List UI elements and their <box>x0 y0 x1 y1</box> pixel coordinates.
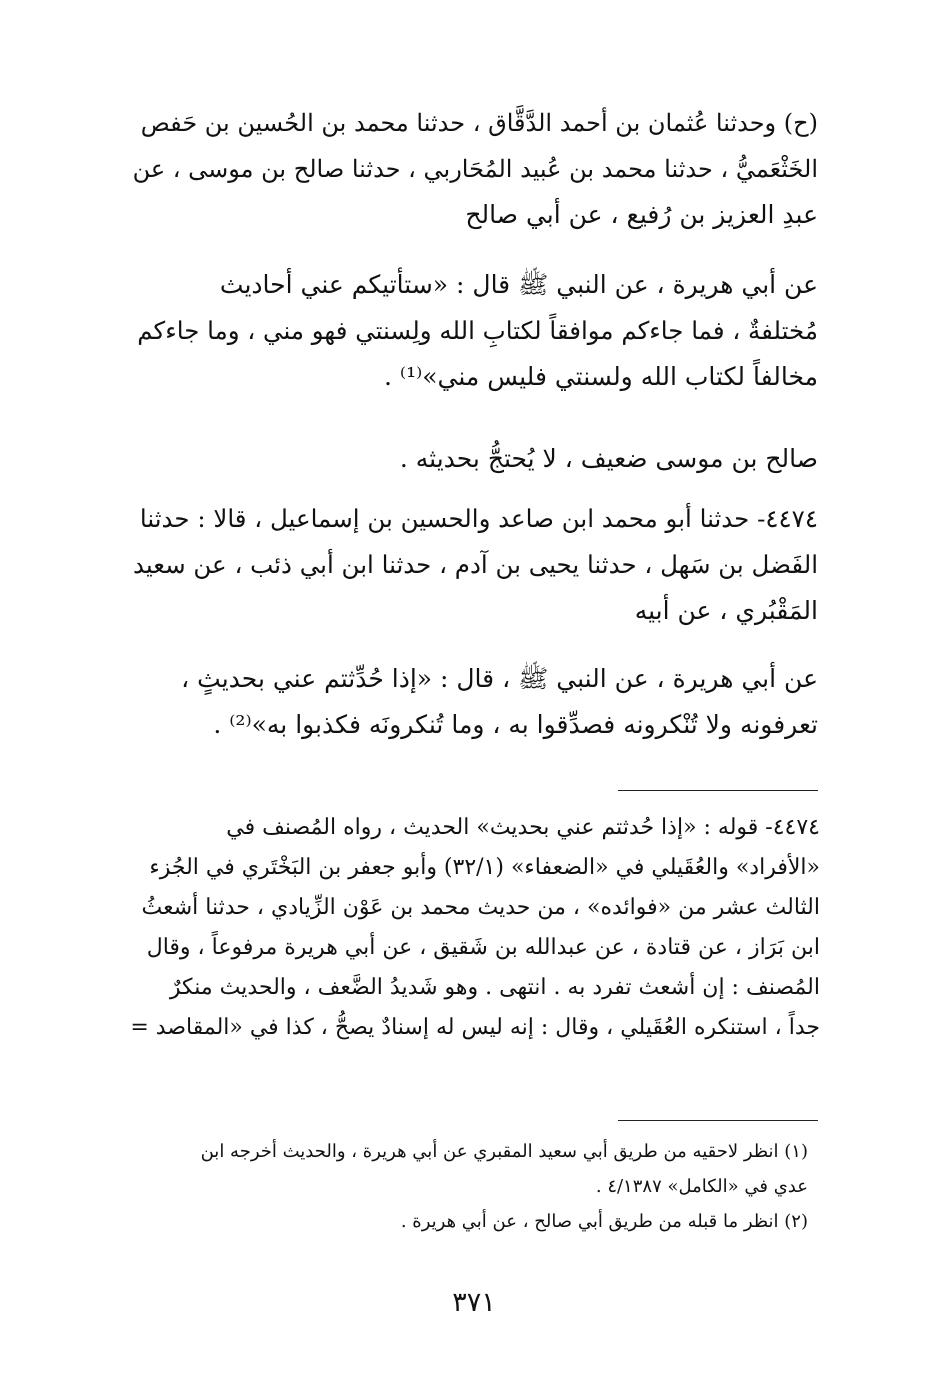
footnotes <box>128 1134 808 1239</box>
commentary-divider <box>618 790 818 791</box>
footnote-line: (١) انظر لاحقيه من طريق أبي سعيد المقبري عن أبي هريرة ، والحديث أخرجه ابن <box>200 1141 808 1162</box>
hadith-text-1 <box>130 262 818 400</box>
text-line: المَقْبُري ، عن أبيه <box>634 596 818 625</box>
text-line: عبدِ العزيز بن رُفيع ، عن أبي صالح <box>465 200 818 229</box>
isnad-chain-2 <box>130 496 818 634</box>
text-line: تعرفونه ولا تُنْكرونه فصدِّقوا به ، وما تُنكرونَه فكذبوا به»⁽²⁾ . <box>213 710 818 739</box>
footnote-line: (٢) انظر ما قبله من طريق أبي صالح ، عن أبي هريرة . <box>400 1211 808 1232</box>
text-line: عن أبي هريرة ، عن النبي ﷺ قال : «ستأتيكم عني أحاديث <box>219 270 818 299</box>
text-line: المُصنف : إن أشعث تفرد به . انتهى . وهو شَديدُ الضَّعف ، والحديث منكرٌ <box>169 975 820 1000</box>
footnote-line: عدي في «الكامل» ٤/١٣٨٧ . <box>595 1176 808 1197</box>
footnote-divider <box>618 1120 818 1121</box>
text-line: عن أبي هريرة ، عن النبي ﷺ ، قال : «إذا حُدِّثتم عني بحديثٍ ، <box>181 664 818 693</box>
text-line: صالح بن موسى ضعيف ، لا يُحتجُّ بحديثه . <box>399 444 818 473</box>
text-line: مخالفاً لكتاب الله ولسنتي فليس مني»⁽¹⁾ . <box>384 362 818 391</box>
page-number: ٣٧١ <box>452 1287 496 1318</box>
text-line: ابن بَرَاز ، عن قتادة ، عن عبدالله بن شَقيق ، عن أبي هريرة مرفوعاً ، وقال <box>146 935 820 960</box>
text-line: «الأفراد» والعُقَيلي في «الضعفاء» (٣٢/١) وأبو جعفر بن البَخْتَري في الجُزء <box>149 855 820 880</box>
commentary-note <box>120 808 820 1048</box>
text-line: الثالث عشر من «فوائده» ، من حديث محمد بن عَوْن الزِّيادي ، حدثنا أشعثُ <box>141 895 820 920</box>
text-line: (ح) وحدثنا عُثمان بن أحمد الدَّقَّاق ، حدثنا محمد بن الحُسين بن حَفص <box>140 109 818 137</box>
text-line: جداً ، استنكره العُقَيلي ، وقال : إنه ليس له إسنادٌ يصحُّ ، كذا في «المقاصد = <box>130 1015 820 1040</box>
text-line: الخَثْعَميُّ ، حدثنا محمد بن عُبيد المُحَاربي ، حدثنا صالح بن موسى ، عن <box>132 155 818 183</box>
text-line: الفَضل بن سَهل ، حدثنا يحيى بن آدم ، حدثنا ابن أبي ذئب ، عن سعيد <box>133 550 818 579</box>
text-line: مُختلفةٌ ، فما جاءكم موافقاً لكتابِ الله ولِسنتي فهو مني ، وما جاءكم <box>137 316 818 345</box>
isnad-chain-1 <box>130 100 818 238</box>
text-line: ٤٤٧٤- حدثنا أبو محمد ابن صاعد والحسين بن إسماعيل ، قالا : حدثنا <box>139 504 818 533</box>
narrator-comment <box>130 436 818 482</box>
hadith-text-2 <box>130 656 818 748</box>
text-line: ٤٤٧٤- قوله : «إذا حُدثتم عني بحديث» الحديث ، رواه المُصنف في <box>226 815 820 840</box>
